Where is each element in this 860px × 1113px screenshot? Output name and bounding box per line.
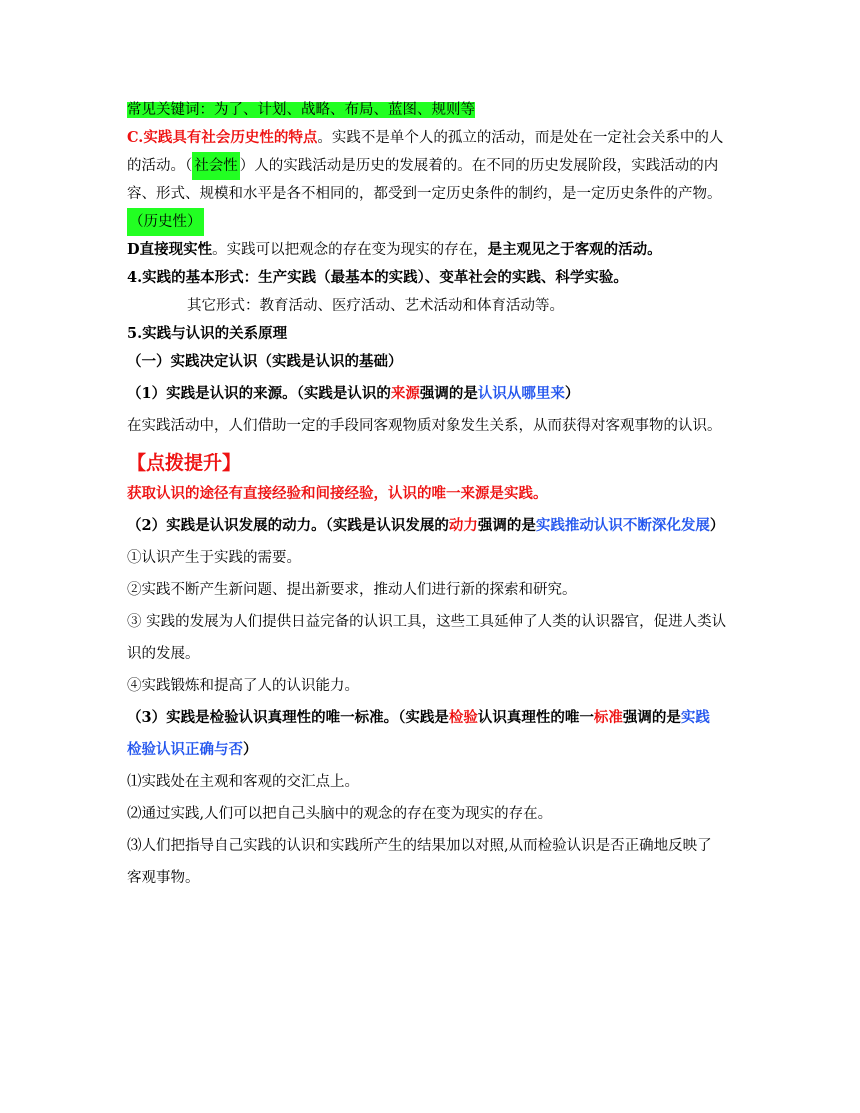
point3-b: 检验 [448,709,478,726]
point3-d: 标准 [593,709,623,726]
d-section-line [127,236,735,264]
point3-f: 实践 [680,709,710,726]
point1-heading [127,380,735,408]
point3-item-3: ⑶人们把指导自己实践的认识和实践所产生的结果加以对照,从而检验认识是否正确地反映了 [127,838,712,854]
point2-item-3: ③ 实践的发展为人们提供日益完备的认识工具，这些工具延伸了人类的认识器官，促进人类认 [127,614,727,630]
point3-h: ） [243,741,258,758]
tip-header: 【点拨提升】 [127,452,242,474]
point3-heading-cont [127,736,735,764]
forms-line-2: 其它形式：教育活动、医疗活动、艺术活动和体育活动等。 [187,298,564,314]
point2-d: 实践推动认识不断深化发展 [535,517,710,534]
c-section-heading: C.实践具有社会历史性的特点 [127,129,318,146]
point2-b: 动力 [448,517,478,534]
point1-c: 强调的是 [419,385,478,402]
relation-title: 5.实践与认识的关系原理 [127,325,288,342]
c-section-text-4: 容、形式、规模和水平是各不相同的，都受到一定历史条件的制约，是一定历史条件的产物。 [127,186,722,202]
c-section-line-2 [127,152,735,180]
c-section-tag-social: 社会性 [192,152,240,180]
c-section-line-1 [127,124,735,152]
point2-c: 强调的是 [477,517,536,534]
point3-e: 强调的是 [622,709,681,726]
c-section-text-3: ）人的实践活动是历史的发展着的。在不同的历史发展阶段，实践活动的内 [239,158,719,174]
point2-item-4: ④实践锻炼和提高了人的认识能力。 [127,678,359,694]
keywords-highlight: 常见关键词：为了、计划、战略、布局、蓝图、规则等 [127,102,475,118]
c-section-line-4 [127,208,735,236]
point3-heading [127,704,735,732]
d-section-text: 。实践可以把观念的存在变为现实的存在， [212,242,488,258]
c-section-text-2: 的活动。（ [127,158,193,174]
document-page [127,96,735,892]
point2-item-3-cont: 识的发展。 [127,646,200,662]
c-section-text-1: 。实践不是单个人的孤立的活动，而是处在一定社会关系中的人 [317,130,724,146]
relation-subtitle: （一）实践决定认识（实践是认识的基础） [127,353,403,370]
keywords-line [127,96,735,124]
point3-item-1: ⑴实践处在主观和客观的交汇点上。 [127,774,359,790]
tip-text: 获取认识的途径有直接经验和间接经验，认识的唯一来源是实践。 [127,485,548,502]
forms-line-1: 4.实践的基本形式：生产实践（最基本的实践）、变革社会的实践、科学实验。 [127,269,628,286]
point2-a: （2）实践是认识发展的动力。（实践是认识发展的 [127,517,449,534]
point2-heading [127,512,735,540]
point3-item-2: ⑵通过实践,人们可以把自己头脑中的观念的存在变为现实的存在。 [127,806,553,822]
point2-item-2: ②实践不断产生新问题、提出新要求，推动人们进行新的探索和研究。 [127,582,577,598]
point2-e: ） [709,517,725,534]
point1-body: 在实践活动中，人们借助一定的手段同客观物质对象发生关系，从而获得对客观事物的认识。 [127,418,722,434]
c-section-line-3 [127,180,735,208]
point2-item-1: ①认识产生于实践的需要。 [127,550,301,566]
point1-a: （1）实践是认识的来源。（实践是认识的 [127,385,391,402]
point3-a: （3）实践是检验认识真理性的唯一标准。（实践是 [127,709,449,726]
c-section-tag-historical: （历史性） [127,208,204,236]
point1-e: ） [564,385,580,402]
point3-item-3-cont: 客观事物。 [127,870,200,886]
point3-c: 认识真理性的唯一 [477,709,594,726]
point1-b: 来源 [390,385,420,402]
point1-d: 认识从哪里来 [477,385,565,402]
point3-g: 检验认识正确与否 [127,741,243,758]
d-section-bold-tail: 是主观见之于客观的活动。 [487,241,662,258]
d-section-heading: D直接现实性 [127,241,213,258]
